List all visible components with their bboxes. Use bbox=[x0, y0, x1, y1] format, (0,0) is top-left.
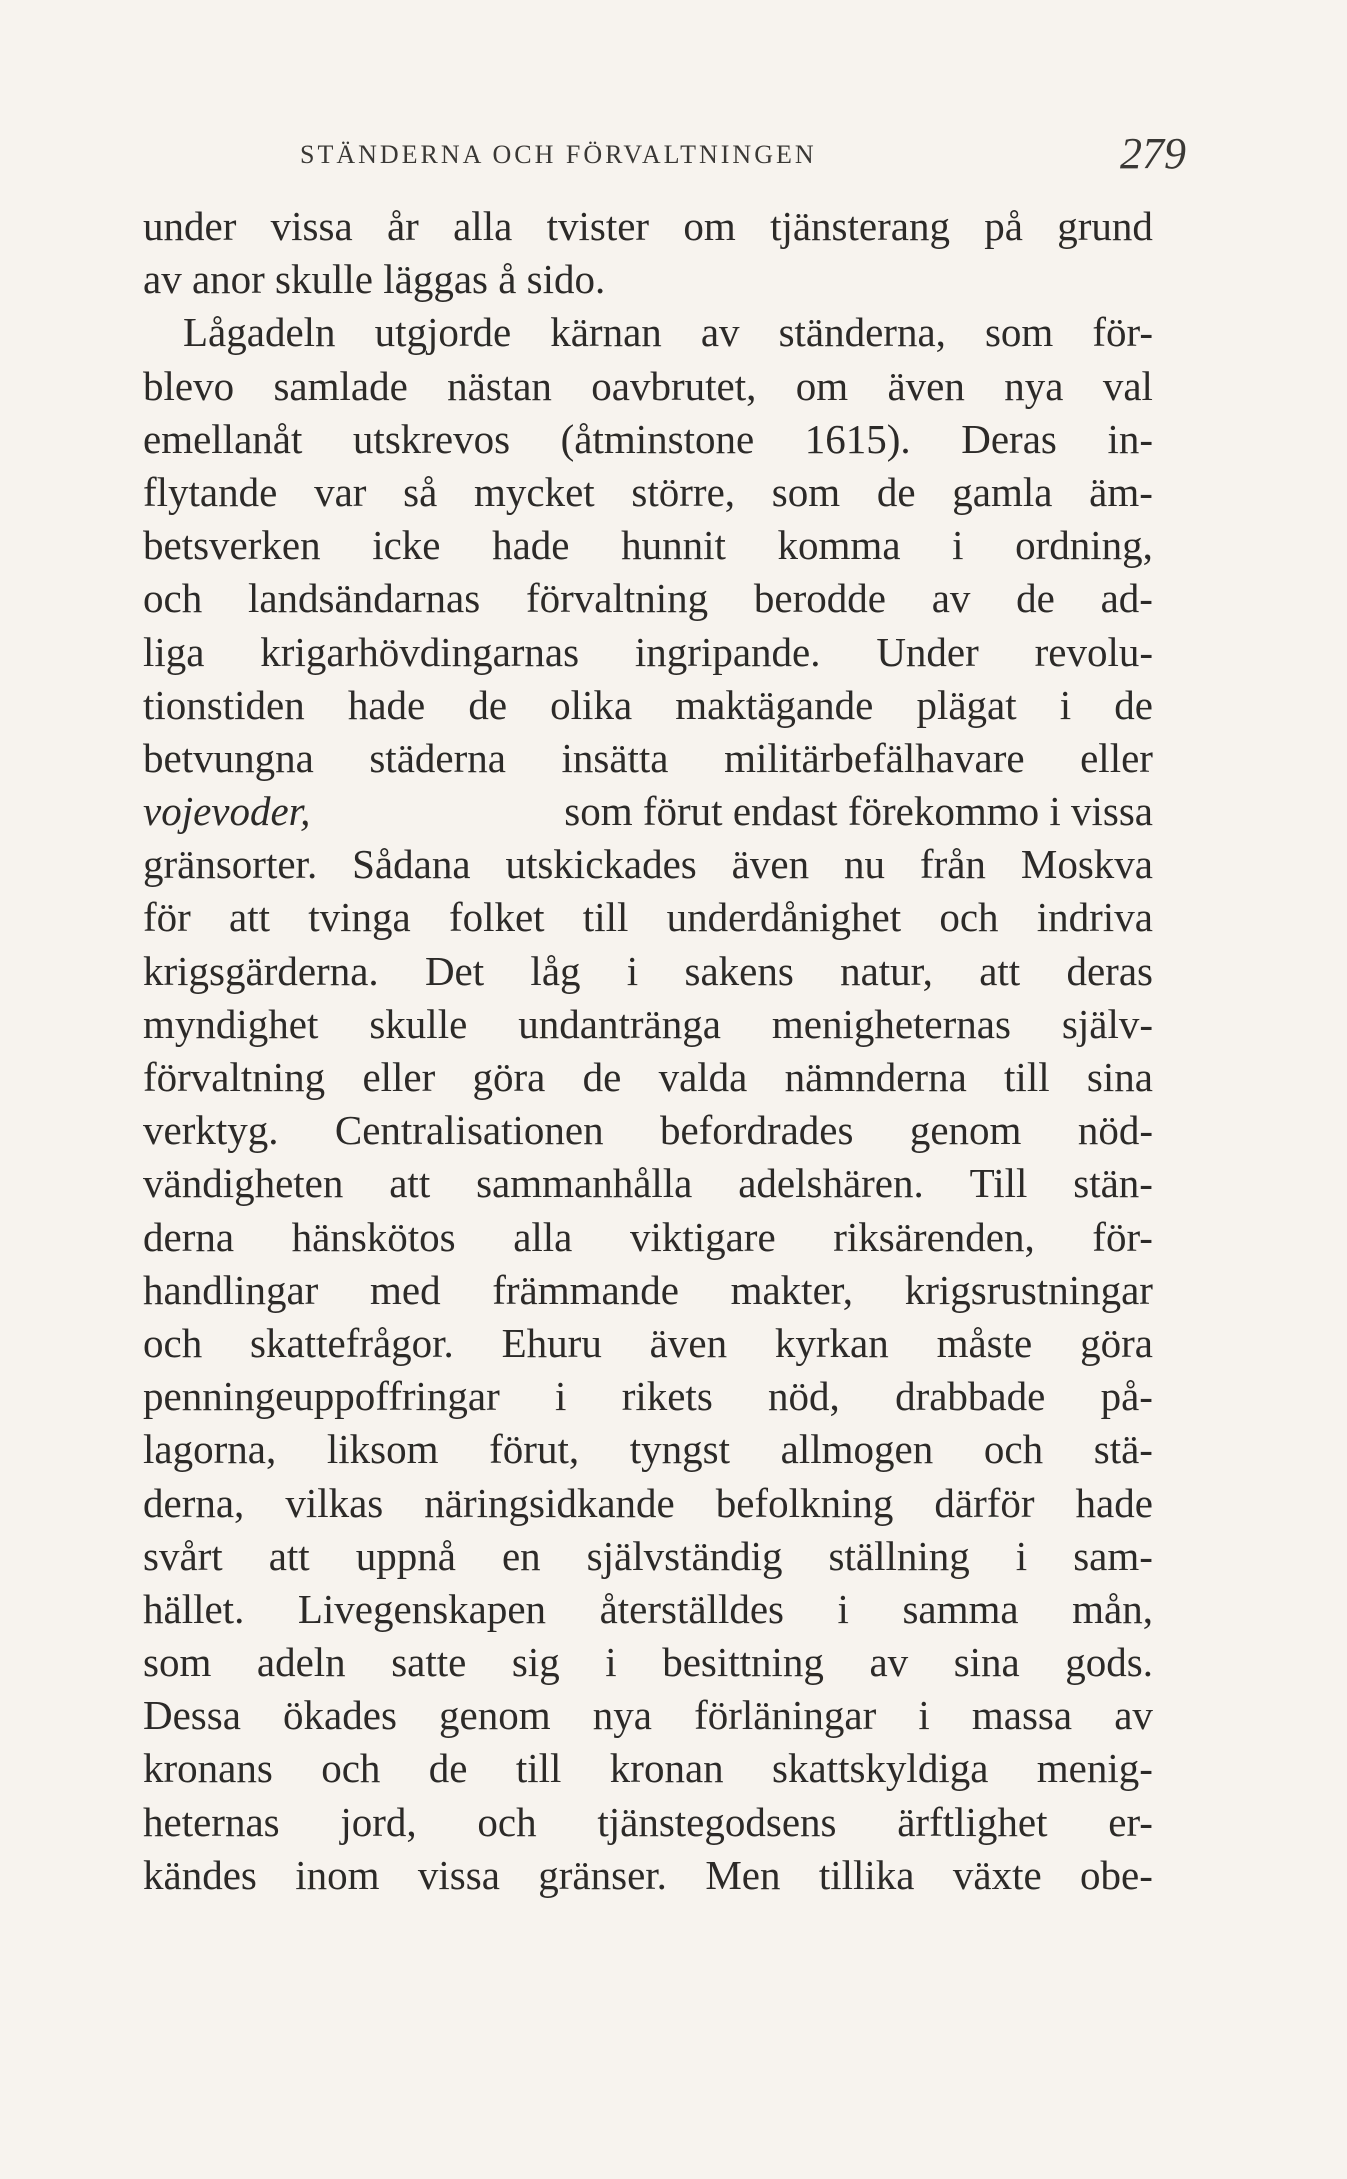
text-line bbox=[143, 1583, 1153, 1636]
word: förvaltning bbox=[143, 1054, 326, 1100]
word: nästan bbox=[447, 362, 552, 409]
word: städerna bbox=[369, 734, 506, 781]
word: och bbox=[143, 1319, 203, 1366]
word: hade bbox=[1075, 1479, 1153, 1526]
word: gods. bbox=[1065, 1639, 1153, 1686]
word: eller bbox=[1080, 734, 1153, 781]
word: menigheternas bbox=[771, 1000, 1011, 1047]
text-line bbox=[143, 732, 1153, 785]
word: måste bbox=[936, 1319, 1033, 1366]
word: in- bbox=[1107, 415, 1153, 462]
word: befordrades bbox=[659, 1107, 854, 1154]
word: Men bbox=[705, 1851, 781, 1898]
text-line bbox=[143, 1264, 1153, 1317]
word: makter, bbox=[730, 1266, 854, 1313]
word: växte bbox=[952, 1851, 1042, 1898]
text-line bbox=[143, 1477, 1153, 1530]
word: (åtminstone bbox=[560, 415, 755, 462]
word: Lågadeln bbox=[183, 309, 336, 356]
word: en bbox=[501, 1532, 541, 1579]
word: de bbox=[582, 1054, 622, 1100]
word: under bbox=[143, 203, 237, 249]
word: krigsrustningar bbox=[904, 1266, 1153, 1313]
word: i bbox=[837, 1585, 849, 1632]
word: natur, bbox=[840, 947, 933, 994]
word: insätta bbox=[561, 734, 669, 781]
word: riksärenden, bbox=[833, 1213, 1035, 1260]
word: tvister bbox=[546, 203, 650, 249]
word: även bbox=[731, 841, 810, 888]
word: kronan bbox=[609, 1745, 724, 1792]
word: även bbox=[649, 1319, 728, 1366]
word: vändigheten bbox=[143, 1160, 344, 1207]
word: folket bbox=[448, 894, 545, 941]
word: på- bbox=[1100, 1373, 1153, 1420]
word: Till bbox=[969, 1160, 1028, 1207]
word: i bbox=[1015, 1532, 1028, 1579]
word: valda bbox=[658, 1054, 748, 1100]
word: från bbox=[919, 841, 986, 888]
text-line bbox=[143, 1742, 1153, 1795]
word: sina bbox=[1086, 1054, 1153, 1100]
word: de bbox=[876, 468, 916, 515]
word: nöd- bbox=[1077, 1107, 1153, 1154]
word: befolkning bbox=[715, 1479, 894, 1526]
word: inom bbox=[295, 1851, 380, 1898]
text-line bbox=[143, 413, 1153, 466]
text-line bbox=[143, 200, 1153, 253]
word: och bbox=[983, 1426, 1044, 1473]
word: till bbox=[582, 894, 629, 941]
word: återställdes bbox=[599, 1585, 784, 1632]
text-line bbox=[143, 360, 1153, 413]
text-line bbox=[143, 1317, 1153, 1370]
word: för bbox=[143, 894, 191, 941]
word: vissa bbox=[417, 1851, 500, 1898]
word: menig- bbox=[1036, 1745, 1153, 1792]
word: även bbox=[887, 362, 965, 409]
word: nya bbox=[1004, 362, 1064, 409]
word: sina bbox=[953, 1639, 1020, 1686]
word: revolu- bbox=[1034, 628, 1153, 675]
word: och bbox=[321, 1745, 381, 1792]
word: ärftlighet bbox=[897, 1798, 1048, 1845]
body-text bbox=[143, 200, 1153, 1902]
text-line bbox=[143, 1849, 1153, 1902]
word: i bbox=[605, 1639, 617, 1686]
word: satte bbox=[391, 1639, 467, 1686]
word: betsverken bbox=[143, 522, 321, 569]
word: plägat bbox=[916, 681, 1017, 728]
word: att bbox=[979, 947, 1021, 994]
word: de bbox=[1114, 681, 1153, 728]
text-line bbox=[143, 1051, 1153, 1104]
word: kyrkan bbox=[774, 1319, 889, 1366]
word: oavbrutet, bbox=[591, 362, 757, 409]
word: blevo bbox=[143, 362, 235, 409]
word: skattefrågor. bbox=[250, 1319, 454, 1366]
word: underdånighet bbox=[666, 894, 902, 941]
word: göra bbox=[1080, 1319, 1153, 1366]
italic-term: vojevoder, bbox=[143, 788, 311, 835]
word: de bbox=[1016, 575, 1055, 622]
word: viktigare bbox=[629, 1213, 776, 1260]
word: liga bbox=[143, 628, 205, 675]
word: krigsgärderna. bbox=[143, 947, 379, 994]
word: därför bbox=[934, 1479, 1035, 1526]
word: adelshären. bbox=[738, 1160, 924, 1207]
word: att bbox=[229, 894, 271, 941]
word: förläningar bbox=[694, 1692, 877, 1739]
word: samma bbox=[902, 1585, 1019, 1632]
word: heternas bbox=[143, 1798, 280, 1845]
word: på bbox=[984, 203, 1023, 249]
word: maktägande bbox=[675, 681, 874, 728]
word: allmogen bbox=[780, 1426, 934, 1473]
word: samlade bbox=[273, 362, 408, 409]
word: undantränga bbox=[518, 1000, 721, 1047]
word: äm- bbox=[1089, 468, 1153, 515]
word: genom bbox=[439, 1692, 551, 1739]
text-line bbox=[143, 466, 1153, 519]
word: främmande bbox=[492, 1266, 679, 1313]
word: till bbox=[1004, 1054, 1050, 1100]
word: Det bbox=[424, 947, 485, 994]
word: obe- bbox=[1080, 1851, 1153, 1898]
word: kändes bbox=[143, 1851, 257, 1898]
word: att bbox=[268, 1532, 310, 1579]
word: stä- bbox=[1093, 1426, 1153, 1473]
word: näringsidkande bbox=[424, 1479, 675, 1526]
word: förvaltning bbox=[525, 575, 709, 622]
word: massa bbox=[971, 1692, 1073, 1739]
word: militärbefälhavare bbox=[724, 734, 1025, 781]
word: i bbox=[1059, 681, 1072, 728]
word: er- bbox=[1108, 1798, 1153, 1845]
text-line: vojevoder, som förut endast förekommo i vissa bbox=[143, 785, 1153, 838]
word: att bbox=[389, 1160, 431, 1207]
text-line: av anor skulle läggas å sido. bbox=[143, 256, 606, 303]
word: och bbox=[477, 1798, 537, 1845]
word: Ehuru bbox=[501, 1319, 602, 1366]
word: grund bbox=[1057, 203, 1153, 249]
word: och bbox=[143, 575, 203, 622]
word: med bbox=[370, 1266, 441, 1313]
word: av bbox=[931, 575, 971, 622]
word: alla bbox=[513, 1213, 573, 1260]
word: liksom bbox=[326, 1426, 439, 1473]
word: verktyg. bbox=[143, 1107, 279, 1154]
word: till bbox=[515, 1745, 562, 1792]
word: i bbox=[918, 1692, 930, 1739]
word: handlingar bbox=[143, 1266, 319, 1313]
word: hänskötos bbox=[291, 1213, 456, 1260]
word: flytande bbox=[143, 468, 278, 515]
word: Livegenskapen bbox=[297, 1585, 547, 1632]
word: jord, bbox=[340, 1798, 417, 1845]
word: Sådana bbox=[352, 841, 471, 888]
word: hället. bbox=[143, 1585, 245, 1632]
running-title: STÄNDERNA OCH FÖRVALTNINGEN bbox=[300, 140, 817, 169]
text-line bbox=[143, 519, 1153, 572]
word: i bbox=[555, 1373, 567, 1420]
word: eller bbox=[362, 1054, 436, 1100]
word: självständig bbox=[586, 1532, 783, 1579]
page-number: 279 bbox=[1120, 129, 1186, 178]
word: skattskyldiga bbox=[772, 1745, 989, 1792]
text-line bbox=[143, 1636, 1153, 1689]
word: Moskva bbox=[1020, 841, 1153, 888]
word: som bbox=[984, 309, 1054, 356]
word: så bbox=[403, 468, 438, 515]
word: år bbox=[386, 203, 419, 249]
word: själv- bbox=[1061, 1000, 1153, 1047]
word: tillika bbox=[818, 1851, 915, 1898]
word: om bbox=[795, 362, 849, 409]
text-line bbox=[143, 1530, 1153, 1583]
word: nya bbox=[592, 1692, 652, 1739]
text-line bbox=[143, 1370, 1153, 1423]
word: nämnderna bbox=[784, 1054, 967, 1100]
word: kronans bbox=[143, 1745, 273, 1792]
word: vilkas bbox=[285, 1479, 384, 1526]
word: som bbox=[771, 468, 841, 515]
word: utgjorde bbox=[374, 309, 512, 356]
word: av bbox=[869, 1639, 909, 1686]
word: derna, bbox=[143, 1479, 245, 1526]
word: hade bbox=[492, 522, 570, 569]
word: komma bbox=[777, 522, 901, 569]
word: tjänsterang bbox=[770, 203, 950, 249]
word: olika bbox=[550, 681, 633, 728]
text-line bbox=[143, 1689, 1153, 1742]
word: sammanhålla bbox=[476, 1160, 693, 1207]
word: drabbade bbox=[895, 1373, 1046, 1420]
word: tyngst bbox=[629, 1426, 731, 1473]
word: landsändarnas bbox=[247, 575, 481, 622]
word: av bbox=[700, 309, 740, 356]
word: icke bbox=[372, 522, 441, 569]
word: kärnan bbox=[550, 309, 662, 356]
word: Dessa bbox=[143, 1692, 241, 1739]
word: penningeuppoffringar bbox=[143, 1373, 500, 1420]
word: genom bbox=[909, 1107, 1022, 1154]
text-line bbox=[143, 1423, 1153, 1476]
word: skulle bbox=[369, 1000, 468, 1047]
word: var bbox=[314, 468, 367, 515]
word: val bbox=[1102, 362, 1153, 409]
word: utskickades bbox=[505, 841, 697, 888]
word: ordning, bbox=[1015, 522, 1153, 569]
word: i bbox=[952, 522, 964, 569]
word: som bbox=[143, 1639, 212, 1686]
text-line bbox=[143, 679, 1153, 732]
word: derna bbox=[143, 1213, 235, 1260]
text-line bbox=[143, 572, 1153, 625]
word: mycket bbox=[474, 468, 595, 515]
word: lagorna, bbox=[143, 1426, 277, 1473]
word: mån, bbox=[1072, 1585, 1153, 1632]
word: tvinga bbox=[308, 894, 411, 941]
word: deras bbox=[1066, 947, 1153, 994]
word: ingripande. bbox=[634, 628, 821, 675]
word: gamla bbox=[952, 468, 1053, 515]
text-line bbox=[143, 838, 1153, 891]
word: emellanåt bbox=[143, 415, 303, 462]
word: vissa bbox=[270, 203, 353, 249]
word: 1615). bbox=[804, 415, 911, 462]
word: låg bbox=[530, 947, 581, 994]
word: nu bbox=[844, 841, 885, 888]
word: större, bbox=[631, 468, 736, 515]
word: för- bbox=[1092, 1213, 1153, 1260]
word: besittning bbox=[662, 1639, 824, 1686]
text-line bbox=[143, 626, 1153, 679]
word: adeln bbox=[256, 1639, 346, 1686]
word: betvungna bbox=[143, 734, 314, 781]
word: svårt bbox=[143, 1532, 223, 1579]
word: förut, bbox=[489, 1426, 580, 1473]
word: ständerna, bbox=[778, 309, 946, 356]
text-line bbox=[143, 1796, 1153, 1849]
word: utskrevos bbox=[352, 415, 511, 462]
word: indriva bbox=[1036, 894, 1153, 941]
word: hade bbox=[347, 681, 426, 728]
word: sakens bbox=[684, 947, 794, 994]
word: sam- bbox=[1073, 1532, 1153, 1579]
word: för- bbox=[1092, 309, 1153, 356]
text-line bbox=[143, 998, 1153, 1051]
text-line bbox=[143, 891, 1153, 944]
word: tionstiden bbox=[143, 681, 305, 728]
word: av bbox=[1114, 1692, 1153, 1739]
word: uppnå bbox=[355, 1532, 456, 1579]
word: berodde bbox=[753, 575, 886, 622]
word: stän- bbox=[1073, 1160, 1153, 1207]
word: Under bbox=[876, 628, 979, 675]
text-line bbox=[143, 1157, 1153, 1210]
word: Centralisationen bbox=[334, 1107, 604, 1154]
word: och bbox=[939, 894, 999, 941]
text-line bbox=[143, 1104, 1153, 1157]
word: Deras bbox=[961, 415, 1057, 462]
word: myndighet bbox=[143, 1000, 319, 1047]
word: göra bbox=[472, 1054, 546, 1100]
word: hunnit bbox=[621, 522, 726, 569]
word: gränser. bbox=[538, 1851, 667, 1898]
word: ad- bbox=[1100, 575, 1153, 622]
word: de bbox=[468, 681, 508, 728]
word: alla bbox=[453, 203, 513, 249]
text-line bbox=[143, 1211, 1153, 1264]
word: i bbox=[626, 947, 639, 994]
word: de bbox=[428, 1745, 468, 1792]
word: gränsorter. bbox=[143, 841, 318, 888]
word: ställning bbox=[828, 1532, 970, 1579]
word: nöd, bbox=[768, 1373, 840, 1420]
word: rikets bbox=[621, 1373, 713, 1420]
word: ökades bbox=[283, 1692, 397, 1739]
word: om bbox=[683, 203, 736, 249]
word: tjänstegodsens bbox=[597, 1798, 837, 1845]
word: krigarhövdingarnas bbox=[260, 628, 580, 675]
word: sig bbox=[511, 1639, 560, 1686]
text-line bbox=[143, 306, 1153, 359]
text-line bbox=[143, 945, 1153, 998]
